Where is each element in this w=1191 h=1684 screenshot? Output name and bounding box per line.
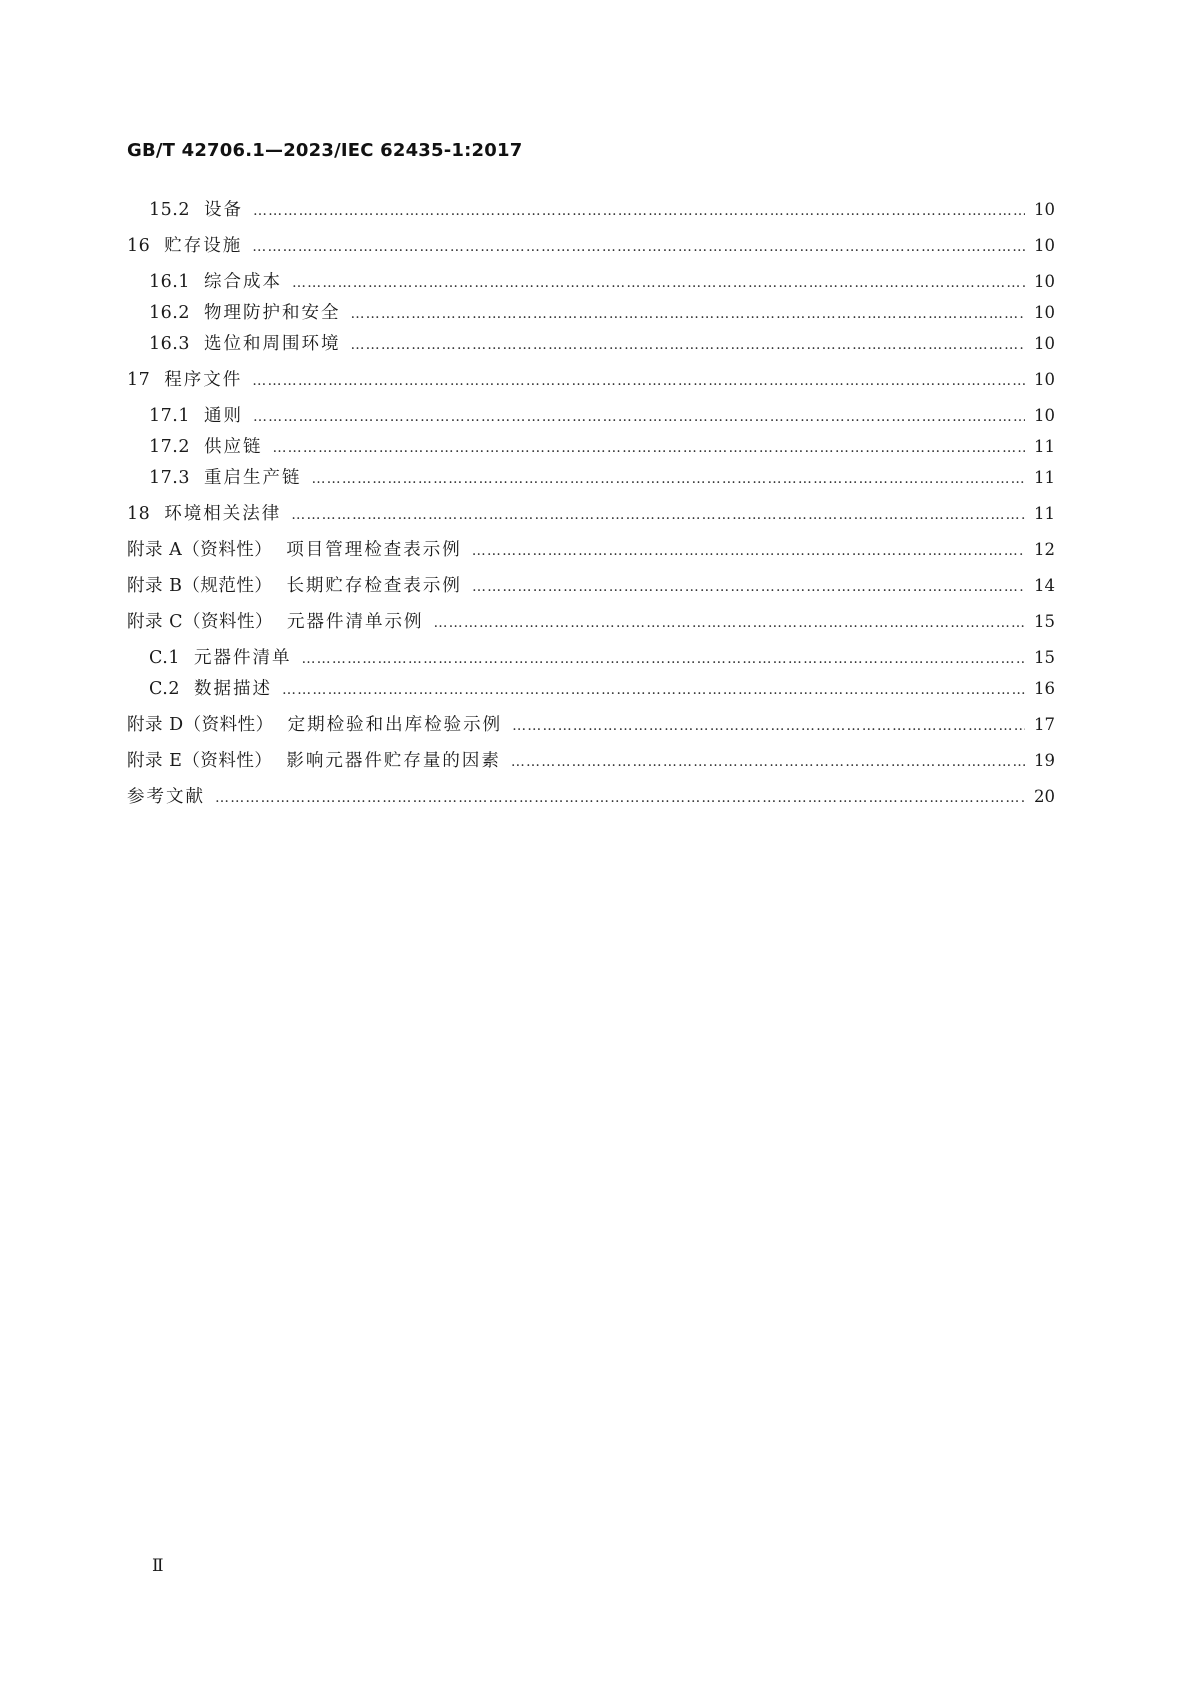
- toc-entry-page: 19: [1034, 751, 1055, 770]
- toc-entry[interactable]: [127, 233, 1055, 259]
- dot-leader: [292, 270, 1025, 296]
- toc-entry[interactable]: [149, 645, 1055, 671]
- toc-entry[interactable]: [149, 331, 1055, 357]
- toc-entry-number: C.1: [149, 648, 180, 668]
- toc-entry-number: 附录 B（规范性）: [127, 576, 273, 596]
- toc-entry-title: 影响元器件贮存量的因素: [286, 751, 501, 771]
- dot-leader: [282, 677, 1025, 703]
- toc-entry[interactable]: [149, 434, 1055, 460]
- dot-leader: [472, 574, 1025, 600]
- toc-entry-page: 12: [1034, 540, 1055, 559]
- toc-entry-number: 16.1: [149, 272, 190, 292]
- toc-entry-number: C.2: [149, 679, 180, 699]
- toc-entry-title: 元器件清单示例: [286, 612, 424, 632]
- toc-entry-number: 16.2: [149, 303, 190, 323]
- toc-entry-title: 选位和周围环境: [203, 334, 341, 354]
- toc-entry-page: 10: [1034, 370, 1055, 389]
- dot-leader: [301, 646, 1025, 672]
- toc-entry-title: 重启生产链: [203, 468, 302, 488]
- toc-entry-number: 17.2: [149, 437, 190, 457]
- toc-entry-page: 10: [1034, 272, 1055, 291]
- toc-entry[interactable]: [149, 269, 1055, 295]
- toc-entry[interactable]: [127, 367, 1055, 393]
- toc-entry-page: 11: [1034, 504, 1055, 523]
- toc-entry-title: 物理防护和安全: [203, 303, 341, 323]
- toc-entry-number: 17: [127, 370, 151, 390]
- document-code-header: GB/T 42706.1—2023/IEC 62435-1:2017: [127, 140, 523, 161]
- toc-entry[interactable]: [149, 300, 1055, 326]
- dot-leader: [472, 538, 1025, 564]
- toc-entry-page: 11: [1034, 437, 1055, 456]
- dot-leader: [433, 610, 1025, 636]
- toc-entry-title: 设备: [203, 200, 243, 220]
- toc-entry-page: 10: [1034, 236, 1055, 255]
- toc-entry[interactable]: [149, 465, 1055, 491]
- toc-entry[interactable]: [127, 712, 1055, 738]
- dot-leader: [252, 234, 1025, 260]
- dot-leader: [215, 785, 1025, 811]
- toc-entry-page: 20: [1034, 787, 1055, 806]
- toc-entry[interactable]: [127, 784, 1055, 810]
- toc-entry-title: 供应链: [203, 437, 263, 457]
- toc-entry[interactable]: [127, 748, 1055, 774]
- toc-entry-title: 项目管理检查表示例: [286, 540, 462, 560]
- toc-entry-number: 17.3: [149, 468, 190, 488]
- toc-entry-title: 数据描述: [193, 679, 272, 699]
- toc-entry[interactable]: [149, 403, 1055, 429]
- toc-entry-page: 14: [1034, 576, 1055, 595]
- toc-entry-page: 10: [1034, 200, 1055, 219]
- toc-entry-title: 参考文献: [127, 787, 205, 807]
- toc-entry-title: 元器件清单: [193, 648, 292, 668]
- toc-entry-number: 15.2: [149, 200, 190, 220]
- toc-entry-number: 16: [127, 236, 151, 256]
- toc-entry-page: 17: [1034, 715, 1055, 734]
- dot-leader: [253, 198, 1025, 224]
- toc-entry[interactable]: [127, 573, 1055, 599]
- dot-leader: [253, 404, 1025, 430]
- toc-entry-page: 11: [1034, 468, 1055, 487]
- dot-leader: [311, 466, 1025, 492]
- toc-entry-title: 长期贮存检查表示例: [286, 576, 462, 596]
- toc-entry-page: 10: [1034, 406, 1055, 425]
- toc-entry-title: 程序文件: [164, 370, 243, 390]
- toc-entry-page: 15: [1034, 612, 1055, 631]
- dot-leader: [350, 301, 1025, 327]
- dot-leader: [252, 368, 1025, 394]
- toc-entry-title: 综合成本: [203, 272, 282, 292]
- toc-entry-number: 附录 C（资料性）: [127, 612, 273, 632]
- dot-leader: [512, 713, 1025, 739]
- toc-entry-page: 16: [1034, 679, 1055, 698]
- dot-leader: [511, 749, 1025, 775]
- toc-entry[interactable]: [149, 676, 1055, 702]
- dot-leader: [291, 502, 1025, 528]
- toc-entry-number: 18: [127, 504, 151, 524]
- toc-entry-page: 15: [1034, 648, 1055, 667]
- toc-entry[interactable]: [149, 197, 1055, 223]
- toc-entry[interactable]: [127, 537, 1055, 563]
- toc-entry-number: 17.1: [149, 406, 190, 426]
- toc-entry-title: 通则: [203, 406, 243, 426]
- toc-entry[interactable]: [127, 609, 1055, 635]
- toc-entry-title: 环境相关法律: [164, 504, 282, 524]
- toc-entry-page: 10: [1034, 303, 1055, 322]
- toc-entry-number: 附录 D（资料性）: [127, 715, 274, 735]
- dot-leader: [350, 332, 1025, 358]
- toc-entry-title: 贮存设施: [164, 236, 243, 256]
- page-number: Ⅱ: [152, 1556, 164, 1576]
- toc-entry-number: 附录 E（资料性）: [127, 751, 273, 771]
- toc-entry-title: 定期检验和出库检验示例: [287, 715, 503, 735]
- toc-entry-number: 16.3: [149, 334, 190, 354]
- toc-entry-page: 10: [1034, 334, 1055, 353]
- dot-leader: [272, 435, 1025, 461]
- toc-entry-number: 附录 A（资料性）: [127, 540, 273, 560]
- toc-entry[interactable]: [127, 501, 1055, 527]
